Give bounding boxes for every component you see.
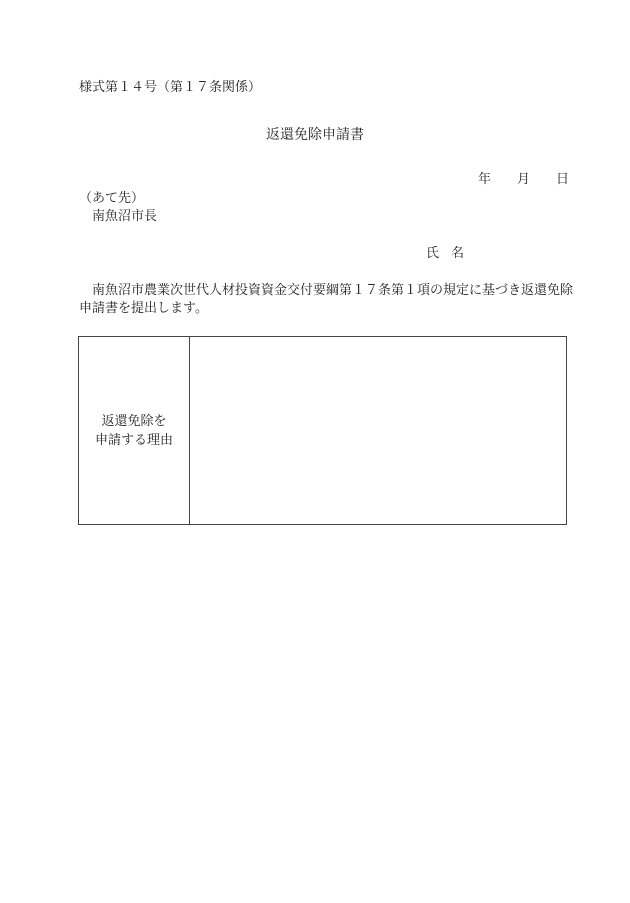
reason-label-line-2: 申請する理由: [94, 432, 173, 448]
applicant-name-label: [426, 246, 464, 262]
date-line: [478, 172, 569, 188]
document-title: 返還免除申請書: [266, 127, 364, 143]
month-label: 月: [517, 172, 531, 187]
addressee-name: 南魚沼市長: [92, 209, 158, 224]
name-label-1: 氏: [426, 246, 440, 261]
year-label: 年: [478, 172, 492, 187]
reason-table: [78, 336, 567, 525]
name-label-2: 名: [451, 246, 465, 261]
addressee-label: （あて先）: [79, 191, 145, 206]
reason-label-cell: [79, 337, 190, 524]
reason-input-cell[interactable]: [190, 337, 566, 524]
body-line-2: 申請書を提出します。: [79, 301, 208, 316]
reason-label-line-1: 返還免除を: [101, 413, 167, 429]
day-label: 日: [556, 172, 570, 187]
body-line-1: 南魚沼市農業次世代人材投資資金交付要綱第１７条第１項の規定に基づき返還免除: [92, 283, 574, 298]
body-text: [79, 282, 574, 318]
form-number: 様式第１４号（第１７条関係）: [79, 80, 262, 95]
